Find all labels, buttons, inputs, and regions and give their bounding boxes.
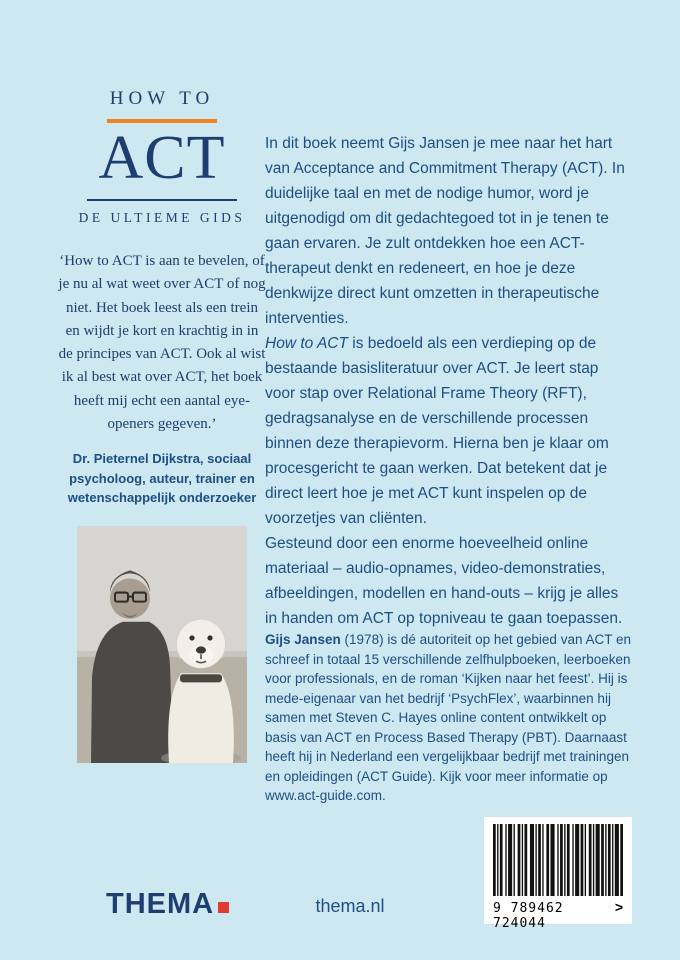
barcode-arrow: > bbox=[614, 899, 623, 915]
barcode bbox=[484, 817, 632, 931]
left-column bbox=[58, 88, 266, 763]
back-cover-copy bbox=[265, 131, 631, 631]
publisher-logo bbox=[106, 888, 229, 921]
body-paragraph-3: Gesteund door een enorme hoeveelheid online materiaal – audio-opnames, video-demonstraties, afbeeldingen, modellen en hand-outs – krijg je alles in handen om ACT op topniveau te gaan toepassen. bbox=[265, 535, 623, 627]
publisher-website: thema.nl bbox=[315, 896, 385, 916]
testimonial-quote: ‘How to ACT is aan te bevelen, of je nu al wat weet over ACT of nog niet. Het boek leest als een trein en wijdt je kort en krachtig in in de principes van ACT. Ook al wist ik al best wat over ACT, het boek heeft mij echt een aantal eye-openers gegeven.’ bbox=[58, 253, 266, 432]
brand-rule-orange bbox=[107, 119, 217, 123]
author-photo bbox=[77, 526, 247, 763]
barcode-bars bbox=[493, 824, 623, 896]
body-paragraph-1: In dit boek neemt Gijs Jansen je mee naar het hart van Acceptance and Commitment Therapy (ACT). In duidelijke taal en met de nodige humor, word je uitgenodigd om dit gedachtegoed tot in je tenen te gaan ervaren. Je zult ontdekken hoe een ACT-therapeut denkt en redeneert, en hoe je deze denkwijze direct kunt omzetten in therapeutische interventies. bbox=[265, 135, 625, 327]
barcode-number: 9 789462 724044 bbox=[493, 901, 564, 931]
author-bio bbox=[265, 630, 631, 806]
body-paragraph-2-rest: is bedoeld als een verdieping op de bestaande basisliteratuur over ACT. Je leert stap voor stap over Relational Frame Theory (RFT), gedragsanalyse en de verschillende processen binnen deze therapievorm. Hierna ben je klaar om procesgericht te gaan werken. Dat betekent dat je direct leert hoe je met ACT kunt inspelen op de voorzetjes van cliënten. bbox=[265, 335, 609, 527]
brand-howto: HOW TO bbox=[109, 88, 215, 109]
publisher-logo-red-square bbox=[218, 902, 229, 913]
publisher-logo-text: THEMA bbox=[106, 888, 215, 920]
body-paragraph-2-lead: How to ACT bbox=[265, 335, 348, 352]
barcode-caption bbox=[493, 899, 623, 931]
brand-subtitle: DE ULTIEME GIDS bbox=[78, 210, 246, 226]
author-bio-text: (1978) is dé autoriteit op het gebied van ACT en schreef in totaal 15 verschillende zelfhulpboeken, leerboeken voor professionals, en de roman ‘Kijken naar het feest’. Hij is mede-eigenaar van het bedrijf ‘PsychFlex’, waarbinnen hij samen met Steven C. Hayes online content ontwikkelt op basis van ACT en Process Based Therapy (PBT). Daarnaast heeft hij in Nederland een vergelijkbaar bedrijf met trainingen en opleidingen (ACT Guide). Kijk voor meer informatie op www.act-guide.com. bbox=[265, 632, 631, 803]
brand-act-title: ACT bbox=[98, 124, 226, 192]
testimonial-attribution: Dr. Pieternel Dijkstra, sociaal psycholoog, auteur, trainer en wetenschappelijk onderzoeker bbox=[67, 451, 257, 506]
author-bio-name: Gijs Jansen bbox=[265, 632, 341, 647]
body-paragraph-2 bbox=[265, 331, 631, 531]
brand-rule-navy bbox=[87, 199, 237, 201]
